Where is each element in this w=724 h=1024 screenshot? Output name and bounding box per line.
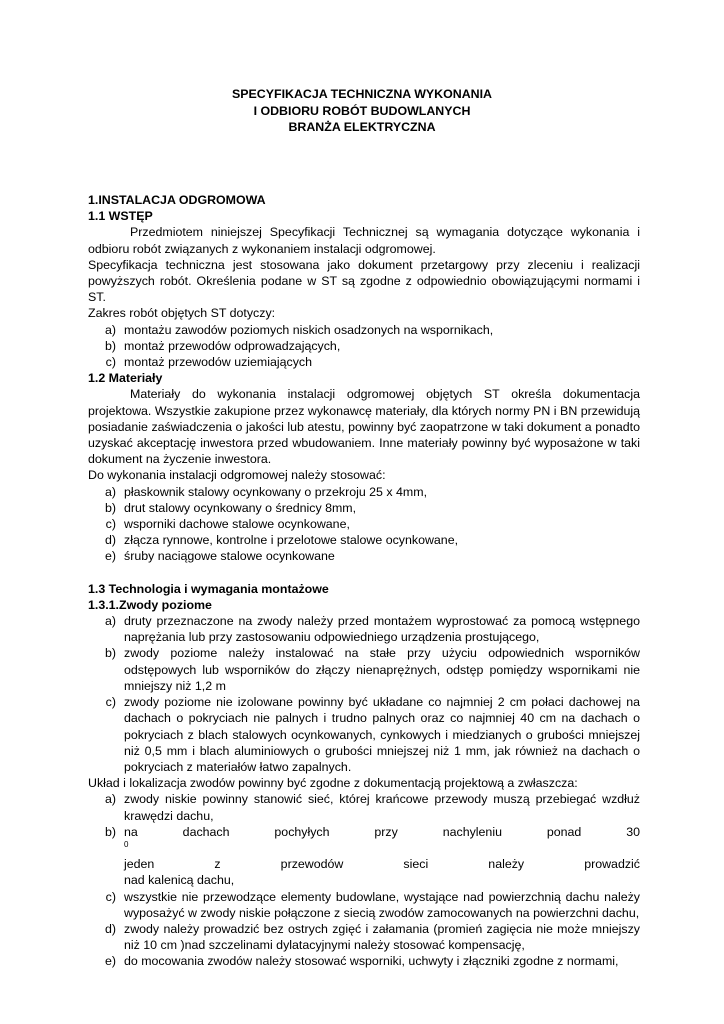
list-text bbox=[124, 645, 640, 694]
list-text-line: nad kalenicą dachu, bbox=[124, 873, 235, 888]
title-line-1: SPECYFIKACJA TECHNICZNA WYKONANIA bbox=[232, 87, 492, 101]
list-text: płaskownik stalowy ocynkowany o przekroju 25 x 4mm, bbox=[124, 484, 428, 499]
list-item bbox=[88, 645, 640, 694]
materials-use-intro: Do wykonania instalacji odgromowej należy stosować: bbox=[88, 468, 386, 483]
list-marker: a) bbox=[104, 614, 116, 629]
section-1-3-1-heading: 1.3.1.Zwody poziome bbox=[88, 597, 212, 612]
list-text bbox=[124, 953, 640, 969]
document-body bbox=[88, 192, 640, 970]
list-text-line: zwody należy prowadzić bez ostrych zgięć i załamania (promień zagięcia nie może mniejszy bbox=[124, 921, 640, 936]
list-text-line: zwody niskie powinny stanowić sieć, której krańcowe przewody muszą przebiegać wzdłuż bbox=[124, 792, 640, 807]
list-item bbox=[88, 548, 640, 564]
list-item bbox=[88, 500, 640, 516]
list-marker: d) bbox=[104, 533, 116, 548]
list-text-line: niż 10 cm )nad szczelinami dylatacyjnymi należy stosować kompensację, bbox=[124, 938, 525, 953]
list-text bbox=[124, 921, 640, 953]
list-item bbox=[88, 613, 640, 645]
intro-line: odbioru robót związanych z wykonaniem instalacji odgromowej. bbox=[88, 241, 436, 256]
list-marker: c) bbox=[105, 355, 116, 370]
list-text bbox=[124, 791, 640, 823]
list-marker: a) bbox=[104, 792, 116, 807]
text-fragment: na dachach pochyłych przy nachyleniu ponad 30 bbox=[124, 824, 640, 839]
list-text-line: do mocowania zwodów należy stosować wsporniki, uchwyty i złączniki zgodne z normami, bbox=[124, 954, 619, 969]
title-line-3: BRANŻA ELEKTRYCZNA bbox=[288, 120, 436, 134]
list-text: montaż przewodów uziemiających bbox=[124, 355, 313, 370]
list-marker: b) bbox=[104, 338, 116, 353]
section-1-1-heading: 1.1 WSTĘP bbox=[88, 209, 153, 224]
section-1-heading: 1.INSTALACJA ODGROMOWA bbox=[88, 193, 266, 207]
layout-list bbox=[88, 791, 640, 969]
list-marker: a) bbox=[104, 322, 116, 337]
list-text-line: niż 0,5 mm i blach aluminiowych o grubości mniejszej niż 1 mm, jak również na dachach o bbox=[124, 743, 640, 758]
list-text: drut stalowy ocynkowany o średnicy 8mm, bbox=[124, 500, 357, 515]
list-item bbox=[88, 484, 640, 500]
list-text-line: naprężania lub przy zastosowaniu odpowiedniego urządzenia prostującego, bbox=[124, 630, 540, 645]
list-marker: b) bbox=[104, 500, 116, 515]
list-item bbox=[88, 889, 640, 921]
list-marker: b) bbox=[104, 824, 116, 839]
materials-line: posiadanie zaświadczenia o jakości lub atestu, powinny być zaopatrzone w taki dokument a ponadto bbox=[88, 419, 640, 434]
document-title bbox=[0, 86, 724, 136]
list-item bbox=[88, 791, 640, 823]
list-text bbox=[124, 824, 640, 889]
list-text-line: zwody poziome nie izolowane powinny być układane co najmniej 2 cm połaci dachowej na bbox=[124, 695, 640, 710]
list-marker: a) bbox=[104, 484, 116, 499]
list-item bbox=[88, 953, 640, 969]
requirements-list bbox=[88, 613, 640, 775]
list-marker: d) bbox=[104, 921, 116, 936]
materials-line: Materiały do wykonania instalacji odgromowej objętych ST określa dokumentacja bbox=[130, 387, 640, 402]
materials-list bbox=[88, 484, 640, 565]
scope-list bbox=[88, 322, 640, 371]
list-marker: e) bbox=[104, 549, 116, 564]
list-marker: b) bbox=[104, 646, 116, 661]
title-line-2: I ODBIORU ROBÓT BUDOWLANYCH bbox=[253, 103, 471, 118]
materials-line: projektowa. Wszystkie zakupione przez wykonawcę materiały, dla których normy PN i BN przewidują bbox=[88, 403, 640, 418]
list-text: montażu zawodów poziomych niskich osadzonych na wspornikach, bbox=[124, 322, 494, 337]
list-text bbox=[124, 694, 640, 775]
materials-line: dokument na życzenie inwestora. bbox=[88, 452, 272, 467]
spacer bbox=[88, 565, 640, 581]
spec-line: powyższych robót. Określenia podane w ST są zgodne z odpowiednio obowiązującymi normami i ST. bbox=[88, 274, 640, 305]
list-marker: c) bbox=[105, 517, 116, 532]
section-1-3-heading: 1.3 Technologia i wymagania montażowe bbox=[88, 581, 329, 596]
list-item bbox=[88, 824, 640, 889]
list-text: śruby naciągowe stalowe ocynkowane bbox=[124, 549, 335, 564]
list-text: montaż przewodów odprowadzających, bbox=[124, 338, 341, 353]
intro-line: Przedmiotem niniejszej Specyfikacji Technicznej są wymagania dotyczące wykonania i bbox=[130, 225, 640, 240]
list-text-line: pokryciach z materiałów łatwo zapalnych. bbox=[124, 759, 352, 774]
list-text-line: krawędzi dachu, bbox=[124, 808, 214, 823]
list-text bbox=[124, 613, 640, 645]
list-text-line bbox=[124, 824, 640, 873]
layout-intro: Układ i lokalizacja zwodów powinny być zgodne z dokumentacją projektową a zwłaszcza: bbox=[88, 776, 578, 791]
materials-line: uzyskać akceptację inwestora przed wbudowaniem. Inne materiały powinny być wyposażone w taki bbox=[88, 436, 640, 451]
list-text-line: odstępowych lub wsporników do złączy nienaprężnych, odstęp pomiędzy wspornikami nie bbox=[124, 662, 640, 677]
scope-intro: Zakres robót objętych ST dotyczy: bbox=[88, 306, 276, 321]
list-text-line: pokryciach z blach stalowych ocynkowanych, cynkowych i miedzianych o grubości mniejszej bbox=[124, 727, 640, 742]
list-item bbox=[88, 921, 640, 953]
list-text-line: zwody poziome należy instalować na stałe przy użyciu odpowiednich wsporników bbox=[124, 646, 640, 661]
list-text-line: mniejszy niż 1,2 m bbox=[124, 678, 226, 693]
list-marker: c) bbox=[105, 695, 116, 710]
text-fragment: jeden z przewodów sieci należy prowadzić bbox=[124, 857, 640, 872]
list-text: wsporniki dachowe stalowe ocynkowane, bbox=[124, 517, 350, 532]
list-item bbox=[88, 354, 640, 370]
list-text-line: dachach o pokryciach nie palnych i trudno palnych oraz co najmniej 40 cm na dachach o bbox=[124, 711, 640, 726]
list-text-line: wyposażyć w zwody niskie połączone z siecią zwodów zamocowanych na powierzchni dachu, bbox=[124, 905, 640, 920]
list-item bbox=[88, 322, 640, 338]
list-text-line: druty przeznaczone na zwody należy przed montażem wyprostować za pomocą wstępnego bbox=[124, 614, 640, 629]
list-item bbox=[88, 338, 640, 354]
list-marker: c) bbox=[105, 889, 116, 904]
list-item bbox=[88, 532, 640, 548]
list-item bbox=[88, 694, 640, 775]
list-text: złącza rynnowe, kontrolne i przelotowe stalowe ocynkowane, bbox=[124, 533, 459, 548]
spec-line: Specyfikacja techniczna jest stosowana jako dokument przetargowy przy zleceniu i realizacji bbox=[88, 257, 640, 272]
section-1-2-heading: 1.2 Materiały bbox=[88, 371, 163, 386]
list-marker: e) bbox=[104, 954, 116, 969]
list-item bbox=[88, 516, 640, 532]
list-text bbox=[124, 889, 640, 921]
list-text-line: wszystkie nie przewodzące elementy budowlane, wystające nad powierzchnią dachu należy bbox=[124, 889, 640, 904]
degree-superscript: 0 bbox=[124, 839, 129, 849]
